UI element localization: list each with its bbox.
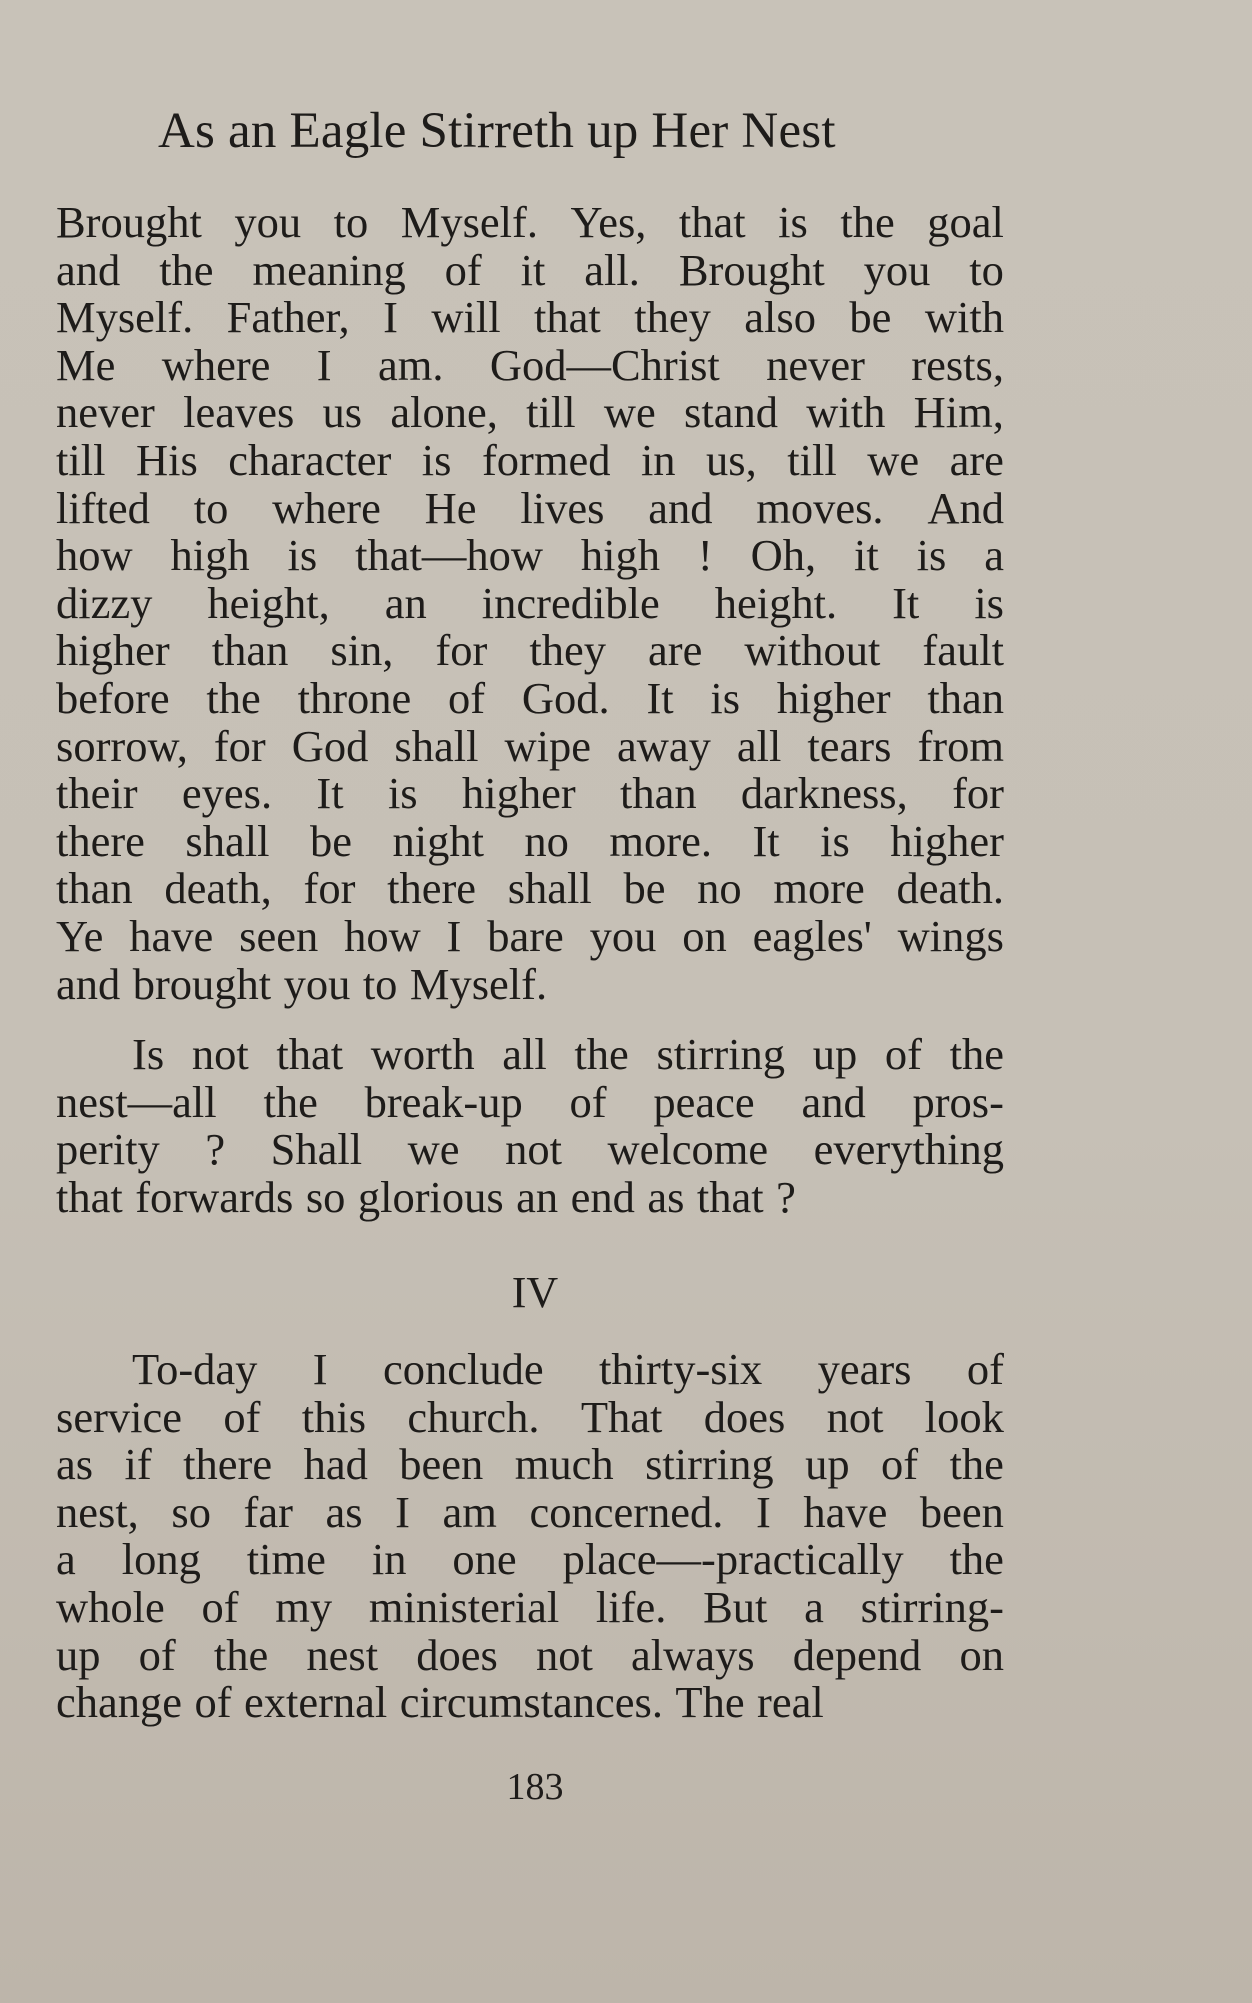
text-line: a long time in one place—-practically the — [56, 1534, 1004, 1585]
paragraph-1 — [56, 199, 1004, 1008]
text-line: there shall be night no more. It is higher — [56, 815, 1004, 866]
text-line: higher than sin, for they are without fault — [56, 625, 1004, 676]
text-line: change of external circumstances. The real — [56, 1677, 824, 1728]
running-head: As an Eagle Stirreth up Her Nest — [158, 103, 836, 159]
text-line: whole of my ministerial life. But a stirring- — [56, 1581, 1004, 1632]
paragraph-2 — [56, 1031, 1004, 1221]
text-line: sorrow, for God shall wipe away all tears from — [56, 720, 1004, 771]
text-line: service of this church. That does not look — [56, 1391, 1004, 1442]
text-line: and the meaning of it all. Brought you to — [56, 244, 1004, 295]
text-line: nest—all the break-up of peace and pros- — [56, 1076, 1004, 1127]
page-number: 183 — [506, 1766, 564, 1808]
section-heading: IV — [511, 1268, 559, 1317]
text-line: and brought you to Myself. — [56, 958, 548, 1009]
text-line: up of the nest does not always depend on — [56, 1629, 1004, 1680]
text-line: before the throne of God. It is higher than — [56, 672, 1004, 723]
text-line: that forwards so glorious an end as that ? — [56, 1171, 796, 1222]
text-line: how high is that—how high ! Oh, it is a — [56, 530, 1004, 581]
text-line: lifted to where He lives and moves. And — [56, 482, 1004, 533]
text-line: dizzy height, an incredible height. It is — [56, 577, 1004, 628]
text-line: perity ? Shall we not welcome everything — [56, 1124, 1004, 1175]
text-line: Me where I am. God—Christ never rests, — [56, 339, 1004, 390]
text-line: never leaves us alone, till we stand with Him, — [56, 387, 1004, 438]
text-line: than death, for there shall be no more death. — [56, 863, 1004, 914]
text-line: Myself. Father, I will that they also be with — [56, 292, 1004, 343]
text-line: till His character is formed in us, till we are — [56, 434, 1004, 485]
paragraph-3 — [56, 1346, 1004, 1727]
text-line: as if there had been much stirring up of the — [56, 1439, 1004, 1490]
text-line: To-day I conclude thirty-six years of — [132, 1344, 1004, 1394]
text-line: Brought you to Myself. Yes, that is the goal — [56, 197, 1004, 247]
text-line: nest, so far as I am concerned. I have been — [56, 1486, 1004, 1537]
text-line: Ye have seen how I bare you on eagles' wings — [56, 910, 1004, 961]
text-line: their eyes. It is higher than darkness, for — [56, 768, 1004, 819]
text-line: Is not that worth all the stirring up of the — [132, 1029, 1004, 1079]
